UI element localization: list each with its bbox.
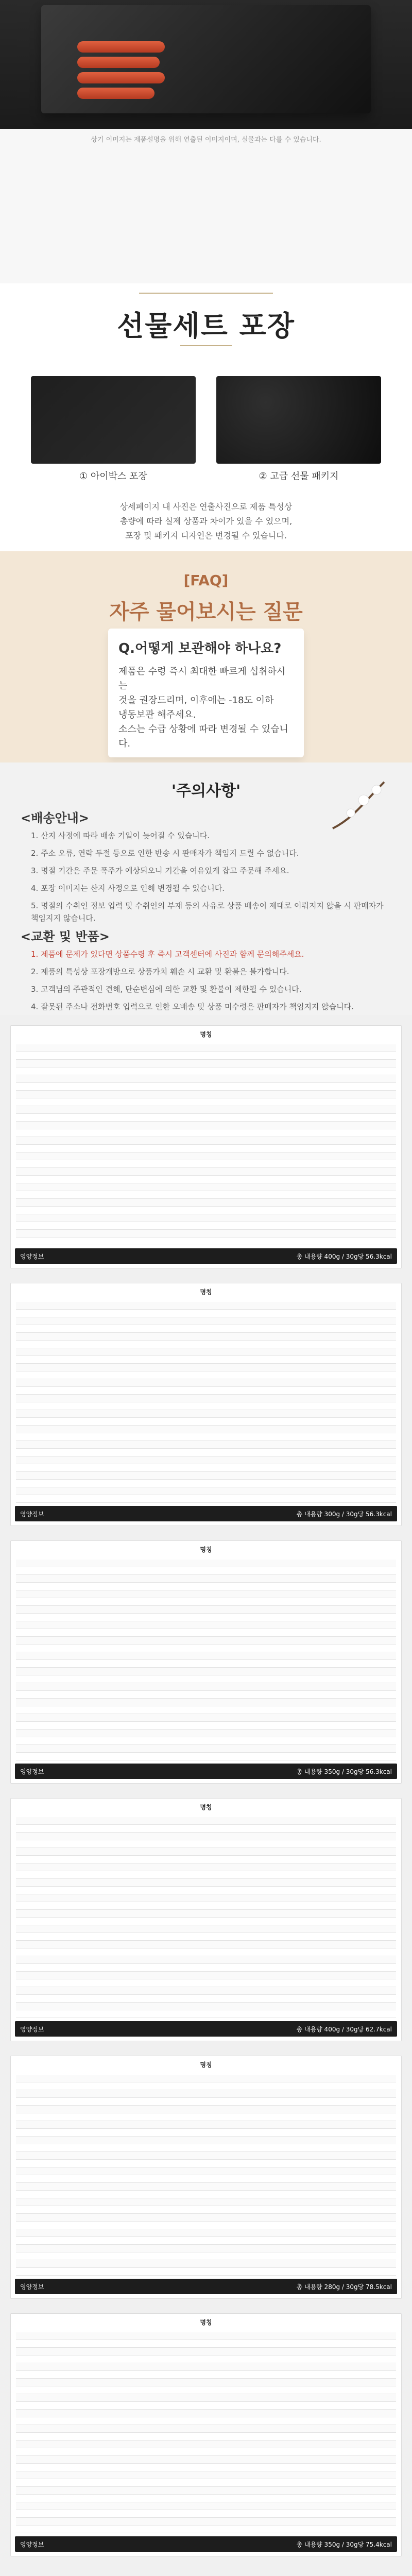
table-row — [16, 2464, 396, 2471]
total-capacity: 총 내용량 280g / 30g당 78.5kcal — [296, 2283, 392, 2291]
table-row — [16, 2332, 396, 2340]
table-row — [16, 1629, 396, 1637]
table-row — [16, 1817, 396, 1825]
sausage — [77, 57, 160, 68]
gift-caption: ② 고급 선물 패키지 — [259, 471, 339, 482]
table-row — [16, 1979, 396, 1987]
table-row — [16, 2348, 396, 2355]
table-row — [16, 2487, 396, 2495]
table-row — [16, 2441, 396, 2448]
label-footer — [15, 1248, 397, 1264]
label-title: 명칭 — [200, 1289, 212, 1296]
nutrition-tag: 영양정보 — [20, 1768, 44, 1775]
label-card — [10, 1025, 402, 1268]
table-row — [16, 2502, 396, 2510]
table-row — [16, 1737, 396, 1745]
table-row — [16, 1207, 396, 1214]
table-row — [16, 1487, 396, 1495]
divider — [139, 293, 273, 294]
faq-title: 자주 물어보시는 질문 — [109, 600, 303, 624]
table-row — [16, 2137, 396, 2144]
notice-title: '주의사항' — [171, 782, 241, 800]
table-row — [16, 2510, 396, 2518]
table-row — [16, 2214, 396, 2222]
table-row — [16, 2206, 396, 2214]
table-row — [16, 1044, 396, 1052]
total-capacity: 총 내용량 300g / 30g당 56.3kcal — [296, 1510, 392, 1518]
table-row — [16, 2003, 396, 2010]
table-row — [16, 2371, 396, 2379]
label-card — [10, 2056, 402, 2299]
shipping-item: 1. 산지 사정에 따라 배송 기일이 늦어질 수 있습니다. — [31, 831, 210, 840]
hero-photo — [0, 0, 412, 129]
table-row — [16, 2355, 396, 2363]
label-footer — [15, 2536, 397, 2552]
table-row — [16, 1675, 396, 1683]
label-card — [10, 1283, 402, 1526]
table-row — [16, 1348, 396, 1356]
table-row — [16, 1456, 396, 1464]
gift-description — [0, 500, 412, 543]
table-row — [16, 2340, 396, 2348]
label-table — [16, 1044, 396, 1243]
table-row — [16, 1495, 396, 1503]
table-row — [16, 2129, 396, 2137]
table-row — [16, 2394, 396, 2402]
total-capacity: 총 내용량 400g / 30g당 62.7kcal — [296, 2025, 392, 2033]
ibox-image — [31, 376, 196, 464]
total-capacity: 총 내용량 350g / 30g당 75.4kcal — [296, 2540, 392, 2548]
nutrition-tag: 영양정보 — [20, 2540, 44, 2548]
table-row — [16, 1441, 396, 1449]
table-row — [16, 1395, 396, 1402]
table-row — [16, 1833, 396, 1840]
table-row — [16, 1606, 396, 1614]
table-row — [16, 1137, 396, 1145]
table-row — [16, 2379, 396, 2386]
shipping-list — [31, 829, 391, 929]
label-table — [16, 1302, 396, 1501]
gift-desc-line: 총량에 따라 실제 상품과 차이가 있을 수 있으며, — [119, 516, 293, 526]
table-row — [16, 1214, 396, 1222]
label-footer — [15, 1764, 397, 1779]
label-title: 명칭 — [200, 2319, 212, 2326]
table-row — [16, 1310, 396, 1317]
total-capacity: 총 내용량 400g / 30g당 56.3kcal — [296, 1252, 392, 1260]
table-row — [16, 2229, 396, 2237]
table-row — [16, 1567, 396, 1575]
table-row — [16, 2167, 396, 2175]
nutrition-tag: 영양정보 — [20, 2025, 44, 2033]
table-row — [16, 2518, 396, 2526]
table-row — [16, 2010, 396, 2018]
table-row — [16, 1887, 396, 1894]
table-row — [16, 1168, 396, 1176]
table-row — [16, 1637, 396, 1645]
table-row — [16, 1699, 396, 1706]
label-card — [10, 2313, 402, 2556]
table-row — [16, 1879, 396, 1887]
table-row — [16, 2113, 396, 2121]
table-row — [16, 1317, 396, 1325]
table-row — [16, 1614, 396, 1621]
returns-heading: <교환 및 반품> — [21, 929, 110, 944]
returns-item: 1. 제품에 문제가 있다면 상품수령 후 즉시 고객센터에 사진과 함께 문의해주세요. — [31, 950, 304, 959]
table-row — [16, 1410, 396, 1418]
table-row — [16, 1067, 396, 1075]
table-row — [16, 1925, 396, 1933]
table-row — [16, 2495, 396, 2502]
table-row — [16, 2191, 396, 2198]
faq-question: Q.어떻게 보관해야 하나요? — [118, 641, 282, 656]
table-row — [16, 1052, 396, 1060]
table-row — [16, 1714, 396, 1722]
label-title: 명칭 — [200, 2061, 212, 2069]
table-row — [16, 1426, 396, 1433]
table-row — [16, 1941, 396, 1948]
shipping-item: 5. 명절의 수취인 정보 입력 및 수취인의 부재 등의 사유로 상품 배송이 제대로 이뤄지지 않을 시 판매자가 책임지지 않습니다. — [31, 901, 384, 923]
table-row — [16, 1075, 396, 1083]
table-row — [16, 1199, 396, 1207]
table-row — [16, 1387, 396, 1395]
table-row — [16, 2448, 396, 2456]
table-row — [16, 2245, 396, 2252]
label-table — [16, 2332, 396, 2531]
gift-cards — [31, 376, 381, 482]
shipping-item: 3. 명절 기간은 주문 폭주가 예상되오니 기간을 여유있게 잡고 주문해 주세요. — [31, 866, 289, 875]
table-row — [16, 2433, 396, 2441]
shipping-heading: <배송안내> — [21, 811, 89, 825]
table-row — [16, 2410, 396, 2417]
table-row — [16, 1910, 396, 1918]
table-row — [16, 1356, 396, 1364]
table-row — [16, 1987, 396, 1995]
faq-label: [FAQ] — [183, 572, 229, 589]
table-row — [16, 1333, 396, 1341]
table-row — [16, 2183, 396, 2191]
photo-caption-area — [0, 129, 412, 283]
table-row — [16, 1238, 396, 1245]
table-row — [16, 1433, 396, 1441]
returns-item: 3. 고객님의 주관적인 견해, 단순변심에 의한 교환 및 환불이 제한될 수 있습니다. — [31, 985, 302, 994]
table-row — [16, 2479, 396, 2487]
table-row — [16, 2471, 396, 2479]
table-row — [16, 1418, 396, 1426]
table-row — [16, 1745, 396, 1753]
table-row — [16, 1691, 396, 1699]
table-row — [16, 2386, 396, 2394]
table-row — [16, 1176, 396, 1183]
total-capacity: 총 내용량 350g / 30g당 56.3kcal — [296, 1768, 392, 1775]
faq-section — [0, 551, 412, 762]
table-row — [16, 1230, 396, 1238]
premium-package-image — [216, 376, 381, 464]
table-row — [16, 1129, 396, 1137]
table-row — [16, 1660, 396, 1668]
table-row — [16, 2198, 396, 2206]
table-row — [16, 2252, 396, 2260]
table-row — [16, 1183, 396, 1191]
table-row — [16, 1956, 396, 1964]
label-footer — [15, 1506, 397, 1521]
table-row — [16, 1098, 396, 1106]
table-row — [16, 1114, 396, 1122]
table-row — [16, 1364, 396, 1371]
table-row — [16, 1222, 396, 1230]
table-row — [16, 1902, 396, 1910]
returns-item: 4. 잘못된 주소나 전화번호 입력으로 인한 오배송 및 상품 미수령은 판매자가 책임지지 않습니다. — [31, 1002, 354, 1011]
notice-section — [0, 762, 412, 1015]
gift-card — [216, 376, 381, 482]
table-row — [16, 1918, 396, 1925]
label-card — [10, 1540, 402, 1784]
table-row — [16, 1560, 396, 1567]
table-row — [16, 1472, 396, 1480]
label-table — [16, 1560, 396, 1758]
table-row — [16, 1449, 396, 1456]
table-row — [16, 1964, 396, 1972]
table-row — [16, 1106, 396, 1114]
returns-item: 2. 제품의 특성상 포장개방으로 상품가치 훼손 시 교환 및 환불은 불가합니다. — [31, 967, 289, 976]
shipping-item: 2. 주소 오류, 연락 두절 등으로 인한 반송 시 판매자가 책임지 드릴 수 없습니다. — [31, 849, 299, 858]
table-row — [16, 1598, 396, 1606]
table-row — [16, 1325, 396, 1333]
gift-desc-line: 상세페이지 내 사진은 연출사진으로 제품 특성상 — [119, 502, 293, 512]
table-row — [16, 1972, 396, 1979]
table-row — [16, 1995, 396, 2003]
table-row — [16, 1083, 396, 1091]
label-table — [16, 1817, 396, 2016]
faq-answer: 제품은 수령 즉시 최대한 빠르게 섭취하시는 것을 권장드리며, 이후에는 -18도 이하 냉동보관 해주세요. 소스는 수급 상황에 따라 변경될 수 있습니다. — [118, 666, 288, 749]
table-row — [16, 1091, 396, 1098]
returns-list — [31, 948, 391, 1015]
label-card — [10, 1798, 402, 2041]
table-row — [16, 1160, 396, 1168]
table-row — [16, 2425, 396, 2433]
photo-caption: 상기 이미지는 제품설명을 위해 연출된 이미지이며, 실물과는 다를 수 있습니다. — [91, 136, 321, 144]
table-row — [16, 1652, 396, 1660]
table-row — [16, 1722, 396, 1730]
gift-set-section — [0, 283, 412, 551]
table-row — [16, 1753, 396, 1760]
table-row — [16, 1480, 396, 1487]
gift-title: 선물세트 포장 — [117, 310, 295, 342]
nutrition-tag: 영양정보 — [20, 2283, 44, 2291]
table-row — [16, 1145, 396, 1153]
table-row — [16, 2160, 396, 2167]
label-title: 명칭 — [200, 1546, 212, 1553]
table-row — [16, 1894, 396, 1902]
table-row — [16, 1933, 396, 1941]
table-row — [16, 2526, 396, 2533]
table-row — [16, 2152, 396, 2160]
table-row — [16, 2456, 396, 2464]
table-row — [16, 2417, 396, 2425]
label-table — [16, 2075, 396, 2274]
table-row — [16, 2222, 396, 2229]
table-row — [16, 1464, 396, 1472]
table-row — [16, 1871, 396, 1879]
nutrition-tag: 영양정보 — [20, 1252, 44, 1260]
gift-caption: ① 아이박스 포장 — [79, 471, 147, 482]
table-row — [16, 2121, 396, 2129]
table-row — [16, 2175, 396, 2183]
table-row — [16, 1153, 396, 1160]
table-row — [16, 1379, 396, 1387]
table-row — [16, 1645, 396, 1652]
table-row — [16, 2082, 396, 2090]
gift-card — [31, 376, 196, 482]
table-row — [16, 2363, 396, 2371]
table-row — [16, 1191, 396, 1199]
table-row — [16, 1668, 396, 1675]
table-row — [16, 1825, 396, 1833]
sausage — [77, 72, 165, 83]
table-row — [16, 1683, 396, 1691]
label-footer — [15, 2021, 397, 2037]
table-row — [16, 1621, 396, 1629]
nutrition-tag: 영양정보 — [20, 1510, 44, 1518]
shipping-item: 4. 포장 이미지는 산지 사정으로 인해 변경될 수 있습니다. — [31, 884, 225, 893]
table-row — [16, 1402, 396, 1410]
gift-desc-line: 포장 및 패키지 디자인은 변경될 수 있습니다. — [125, 531, 287, 540]
label-title: 명칭 — [200, 1031, 212, 1038]
table-row — [16, 2402, 396, 2410]
table-row — [16, 2090, 396, 2098]
faq-card — [108, 629, 304, 757]
table-row — [16, 1856, 396, 1863]
table-row — [16, 2268, 396, 2276]
table-row — [16, 1122, 396, 1129]
table-row — [16, 1840, 396, 1848]
table-row — [16, 2260, 396, 2268]
table-row — [16, 1371, 396, 1379]
label-sheets — [0, 1015, 412, 2576]
table-row — [16, 2144, 396, 2152]
table-row — [16, 1706, 396, 1714]
table-row — [16, 1302, 396, 1310]
sausage — [77, 41, 165, 53]
divider — [180, 345, 232, 346]
table-row — [16, 1341, 396, 1348]
table-row — [16, 1575, 396, 1583]
table-row — [16, 2098, 396, 2106]
label-footer — [15, 2279, 397, 2294]
table-row — [16, 1583, 396, 1590]
table-row — [16, 1060, 396, 1067]
label-title: 명칭 — [200, 1804, 212, 1811]
table-row — [16, 2106, 396, 2113]
table-row — [16, 1863, 396, 1871]
table-row — [16, 1590, 396, 1598]
table-row — [16, 1730, 396, 1737]
table-row — [16, 2075, 396, 2082]
table-row — [16, 2237, 396, 2245]
table-row — [16, 1848, 396, 1856]
table-row — [16, 1948, 396, 1956]
sausage — [77, 88, 154, 99]
product-photo — [41, 5, 371, 113]
